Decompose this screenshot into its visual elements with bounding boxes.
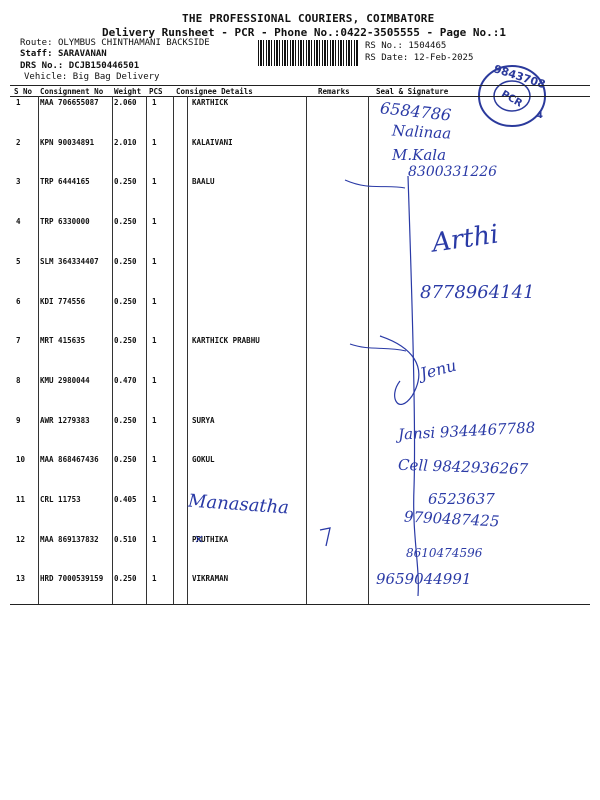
row-sno: 8 xyxy=(16,376,21,385)
row-consignee: VIKRAMAN xyxy=(192,574,229,583)
handwritten-signature: M.Kala xyxy=(392,146,447,164)
row-weight: 0.250 xyxy=(114,416,137,425)
col-divider xyxy=(38,96,39,604)
handwritten-number: 8610474596 xyxy=(406,546,483,560)
row-pcs: 1 xyxy=(152,98,157,107)
row-sno: 11 xyxy=(16,495,26,504)
row-sno: 13 xyxy=(16,574,26,583)
route-label: Route: xyxy=(20,38,53,48)
row-weight: 0.250 xyxy=(114,297,137,306)
row-consignee: KARTHICK xyxy=(192,98,229,107)
row-consignee: KALAIVANI xyxy=(192,138,233,147)
staff-line xyxy=(20,49,107,59)
handwritten-signature: Jenu xyxy=(418,355,459,384)
row-weight: 0.470 xyxy=(114,376,137,385)
drs-line xyxy=(20,61,139,71)
row-consignment-no: MAA 869137832 xyxy=(40,535,99,544)
drs-label: DRS No.: xyxy=(20,61,64,71)
handwritten-signature: Arthi xyxy=(430,219,501,259)
col-seal: Seal & Signature xyxy=(376,87,449,96)
row-sno: 3 xyxy=(16,177,21,186)
col-divider xyxy=(146,96,147,604)
route-line xyxy=(20,38,210,48)
handwritten-number: 9659044991 xyxy=(376,570,472,588)
handwritten-number: 6584786 xyxy=(379,98,453,125)
row-sno: 7 xyxy=(16,336,21,345)
col-consignment: Consignment No xyxy=(40,87,104,96)
row-pcs: 1 xyxy=(152,455,157,464)
col-remarks: Remarks xyxy=(318,87,350,96)
row-weight: 0.250 xyxy=(114,217,137,226)
row-consignment-no: KPN 90034891 xyxy=(40,138,95,147)
row-consignee: BAALU xyxy=(192,177,215,186)
col-pcs: PCS xyxy=(149,87,163,96)
rs-no-value: 1504465 xyxy=(408,41,447,51)
row-sno: 4 xyxy=(16,217,21,226)
drs-value: DCJB150446501 xyxy=(68,61,140,71)
row-weight: 0.250 xyxy=(114,177,137,186)
row-sno: 9 xyxy=(16,416,21,425)
row-consignee: SURYA xyxy=(192,416,215,425)
row-consignment-no: TRP 6444165 xyxy=(40,177,90,186)
company-title: THE PROFESSIONAL COURIERS, COIMBATORE xyxy=(182,12,435,25)
row-pcs: 1 xyxy=(152,376,157,385)
row-pcs: 1 xyxy=(152,535,157,544)
route-value: OLYMBUS CHINTHAMANI BACKSIDE xyxy=(57,38,210,48)
handwritten-number: 9790487425 xyxy=(403,507,500,531)
col-divider xyxy=(173,96,174,604)
rs-no-line xyxy=(365,41,446,51)
staff-label: Staff: xyxy=(20,49,53,59)
handwritten-number: 6523637 xyxy=(428,490,495,508)
runsheet-subtitle: Delivery Runsheet - PCR - Phone No.:0422-3505555 - Page No.:1 xyxy=(102,26,506,39)
row-pcs: 1 xyxy=(152,336,157,345)
row-weight: 0.405 xyxy=(114,495,137,504)
row-weight: 2.060 xyxy=(114,98,137,107)
handwritten-number: 8778964141 xyxy=(420,282,535,303)
row-sno: 2 xyxy=(16,138,21,147)
row-pcs: 1 xyxy=(152,217,157,226)
row-consignment-no: KDI 774556 xyxy=(40,297,86,306)
col-consignee: Consignee Details xyxy=(176,87,253,96)
row-sno: 1 xyxy=(16,98,21,107)
table-top-rule xyxy=(10,85,590,86)
row-consignment-no: MRT 415635 xyxy=(40,336,86,345)
row-consignment-no: MAA 706655087 xyxy=(40,98,99,107)
row-sno: 10 xyxy=(16,455,26,464)
row-weight: 0.250 xyxy=(114,257,137,266)
vehicle-line xyxy=(24,72,159,82)
row-pcs: 1 xyxy=(152,297,157,306)
row-weight: 0.250 xyxy=(114,336,137,345)
row-weight: 0.250 xyxy=(114,574,137,583)
signature-strokes xyxy=(180,96,600,606)
row-pcs: 1 xyxy=(152,574,157,583)
col-divider xyxy=(112,96,113,604)
row-consignment-no: TRP 6330000 xyxy=(40,217,90,226)
col-weight: Weight xyxy=(114,87,142,96)
row-consignment-no: AWR 1279383 xyxy=(40,416,90,425)
row-pcs: 1 xyxy=(152,495,157,504)
row-consignee: PRUTHIKA xyxy=(192,535,229,544)
row-pcs: 1 xyxy=(152,416,157,425)
vehicle-value: Big Bag Delivery xyxy=(72,72,160,82)
row-consignee: GOKUL xyxy=(192,455,215,464)
stamp-mid-text: PCR xyxy=(499,88,524,110)
barcode xyxy=(258,40,358,66)
row-sno: 6 xyxy=(16,297,21,306)
rs-no-label: RS No.: xyxy=(365,41,403,51)
handwritten-signature: Manasatha xyxy=(187,490,290,519)
vehicle-label: Vehicle: xyxy=(24,72,68,82)
handwritten-number: Jansi 9344467788 xyxy=(397,418,536,444)
staff-value: SARAVANAN xyxy=(57,49,107,59)
rs-date-label: RS Date: xyxy=(365,53,409,63)
row-consignment-no: HRD 7000539159 xyxy=(40,574,104,583)
handwritten-number: Cell 9842936267 xyxy=(397,455,529,479)
row-pcs: 1 xyxy=(152,177,157,186)
row-sno: 12 xyxy=(16,535,26,544)
row-sno: 5 xyxy=(16,257,21,266)
stamp-top-text: 9843708 xyxy=(492,62,548,92)
row-weight: 0.250 xyxy=(114,455,137,464)
row-consignment-no: MAA 868467436 xyxy=(40,455,99,464)
handwritten-number: 8300331226 xyxy=(408,164,498,180)
row-pcs: 1 xyxy=(152,138,157,147)
row-consignment-no: KMU 2980044 xyxy=(40,376,90,385)
row-weight: 0.510 xyxy=(114,535,137,544)
rs-date-line xyxy=(365,53,473,63)
rs-date-value: 12-Feb-2025 xyxy=(413,53,474,63)
handwritten-signature: Nalinaa xyxy=(391,121,452,143)
row-pcs: 1 xyxy=(152,257,157,266)
stamp-side-text: 4 xyxy=(536,110,543,121)
col-sno: S No xyxy=(14,87,33,96)
row-consignment-no: SLM 364334407 xyxy=(40,257,99,266)
row-consignment-no: CRL 11753 xyxy=(40,495,81,504)
row-weight: 2.010 xyxy=(114,138,137,147)
row-consignee: KARTHICK PRABHU xyxy=(192,336,260,345)
